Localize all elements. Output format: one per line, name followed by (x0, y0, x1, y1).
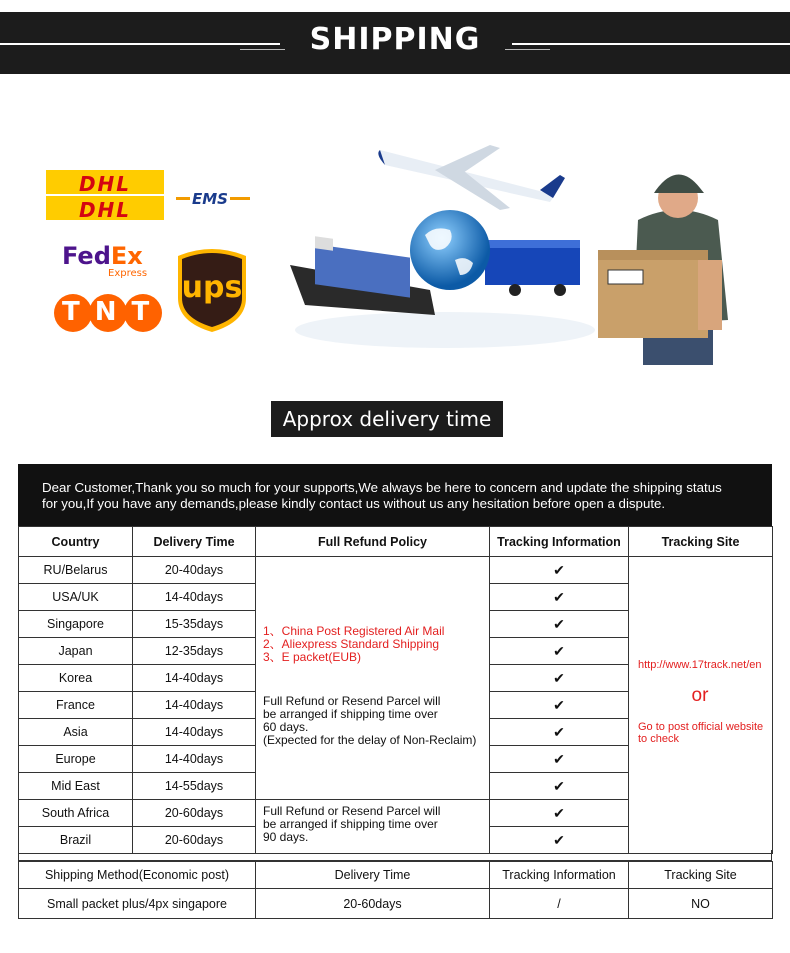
header-tracking-site: Tracking Site (629, 527, 773, 557)
shipping-method-list (263, 625, 489, 664)
country-cell: Mid East (19, 773, 133, 800)
table-header-row (19, 527, 773, 557)
country-cell: Korea (19, 665, 133, 692)
method-1: 1、China Post Registered Air Mail (263, 624, 445, 638)
ups-logo: ups (176, 248, 248, 334)
shipping-method-cell: Small packet plus/4px singapore (19, 889, 256, 919)
method-3: 3、E packet(EUB) (263, 650, 362, 664)
customer-notice (18, 464, 772, 526)
time-cell: 20-60days (133, 800, 256, 827)
fedex-logo: FedEx Express (62, 242, 148, 279)
dhl-logo-text-1: DHL (78, 172, 132, 196)
time-cell: 14-40days (133, 719, 256, 746)
header-delivery-time: Delivery Time (133, 527, 256, 557)
check-icon: ✔ (490, 557, 629, 584)
method-2: 2、Aliexpress Standard Shipping (263, 637, 440, 651)
time-cell: 15-35days (133, 611, 256, 638)
dhl-logo-text-2: DHL (78, 198, 132, 222)
dhl-logo (46, 170, 164, 220)
check-icon: ✔ (490, 584, 629, 611)
or-label: or (691, 685, 709, 706)
tnt-logo: TNT (54, 294, 162, 336)
check-icon: ✔ (490, 746, 629, 773)
country-cell: Asia (19, 719, 133, 746)
check-icon: ✔ (490, 638, 629, 665)
refund-policy-text-2: Full Refund or Resend Parcel will be arranged if shipping time over 90 days. (263, 804, 441, 844)
table-row (19, 557, 773, 584)
check-icon: ✔ (490, 692, 629, 719)
refund-policy-cell-2 (256, 800, 490, 854)
table-spacer (18, 850, 772, 861)
check-icon: ✔ (490, 773, 629, 800)
table-header-row (19, 862, 773, 889)
header-refund-policy: Full Refund Policy (256, 527, 490, 557)
tracking-info-cell: / (490, 889, 629, 919)
country-cell: Europe (19, 746, 133, 773)
header-tracking-site-2: Tracking Site (629, 862, 773, 889)
delivery-man-illustration (598, 160, 738, 365)
header-delivery-time-2: Delivery Time (256, 862, 490, 889)
country-cell: Brazil (19, 827, 133, 854)
country-cell: Singapore (19, 611, 133, 638)
check-icon: ✔ (490, 719, 629, 746)
country-cell: RU/Belarus (19, 557, 133, 584)
check-icon: ✔ (490, 665, 629, 692)
refund-policy-text-1: Full Refund or Resend Parcel will be arranged if shipping time over 60 days. (Expected for the delay of Non-Reclaim) (263, 694, 477, 747)
country-cell: South Africa (19, 800, 133, 827)
time-cell: 20-40days (133, 557, 256, 584)
page-title: SHIPPING (309, 22, 481, 57)
tracking-site-cell-2: NO (629, 889, 773, 919)
tracking-site-cell (629, 557, 773, 854)
shipping-illustration (285, 140, 595, 360)
header-shipping-method: Shipping Method(Economic post) (19, 862, 256, 889)
refund-policy-cell-1 (256, 557, 490, 800)
notice-line-2: for you,If you have any demands,please kindly contact us without us any hesitation before open a dispute. (42, 496, 666, 511)
header-country: Country (19, 527, 133, 557)
shipping-header (0, 12, 790, 74)
time-cell: 14-55days (133, 773, 256, 800)
time-cell: 14-40days (133, 665, 256, 692)
time-cell: 12-35days (133, 638, 256, 665)
delivery-time-cell: 20-60days (256, 889, 490, 919)
post-website-note: Go to post official website to check (638, 721, 764, 745)
ems-logo: EMS (176, 190, 250, 208)
tracking-url-link[interactable]: http://www.17track.net/en (638, 659, 762, 671)
check-icon: ✔ (490, 827, 629, 854)
time-cell: 14-40days (133, 692, 256, 719)
country-cell: Japan (19, 638, 133, 665)
approx-delivery-time-banner: Approx delivery time (271, 401, 503, 437)
time-cell: 14-40days (133, 746, 256, 773)
country-cell: France (19, 692, 133, 719)
table-row (19, 889, 773, 919)
country-cell: USA/UK (19, 584, 133, 611)
header-tracking-info: Tracking Information (490, 527, 629, 557)
notice-line-1: Dear Customer,Thank you so much for your supports,We always be here to concern and update the shipping status (42, 480, 722, 495)
delivery-table (18, 526, 773, 854)
header-tracking-info-2: Tracking Information (490, 862, 629, 889)
time-cell: 20-60days (133, 827, 256, 854)
check-icon: ✔ (490, 611, 629, 638)
time-cell: 14-40days (133, 584, 256, 611)
check-icon: ✔ (490, 800, 629, 827)
economic-post-table (18, 861, 773, 919)
